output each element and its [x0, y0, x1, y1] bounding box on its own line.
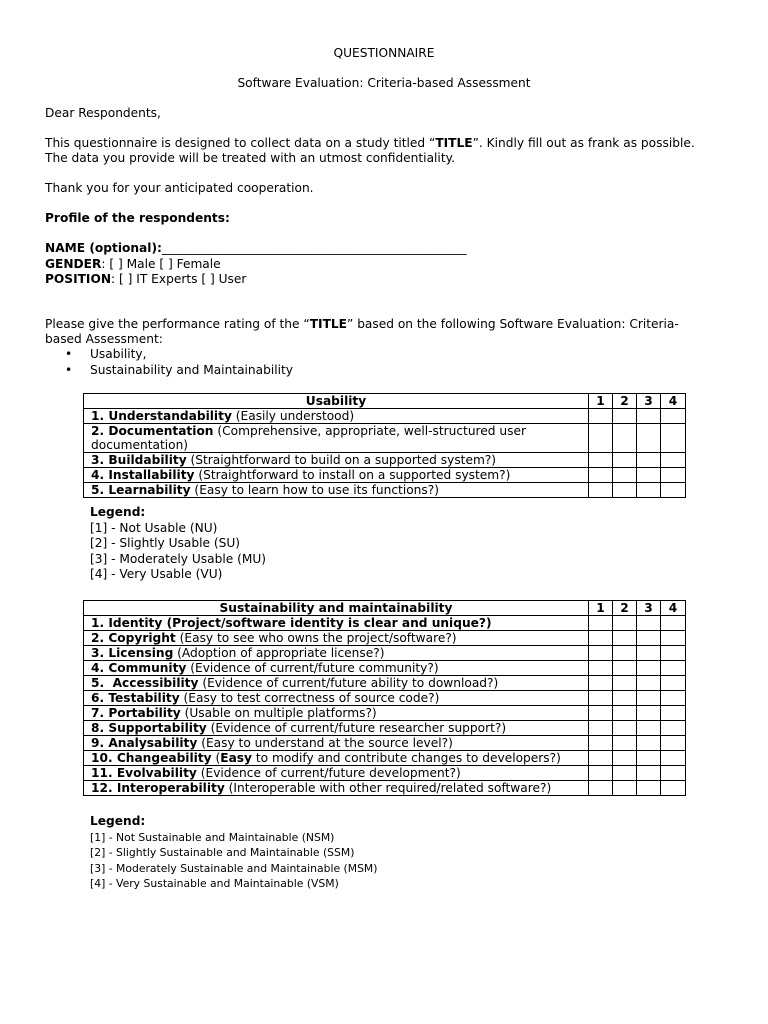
rating-cell[interactable] [589, 721, 613, 736]
rating-cell[interactable] [637, 751, 661, 766]
table-row [84, 781, 686, 796]
table-row [84, 424, 686, 453]
rating-cell[interactable] [613, 424, 637, 453]
criterion-cell: 5. Learnability (Easy to learn how to use its functions?) [84, 483, 589, 498]
rating-cell[interactable] [589, 676, 613, 691]
criterion-cell: 10. Changeability (Easy to modify and contribute changes to developers?) [84, 751, 589, 766]
rating-header-2: 2 [613, 394, 637, 409]
rating-cell[interactable] [637, 691, 661, 706]
position-field[interactable]: POSITION: [ ] IT Experts [ ] User [45, 272, 247, 286]
rating-cell[interactable] [589, 453, 613, 468]
rating-header-4: 4 [661, 394, 686, 409]
rating-cell[interactable] [613, 453, 637, 468]
document-subtitle: Software Evaluation: Criteria-based Assessment [237, 76, 531, 90]
legend-item: [4] - Very Usable (VU) [90, 567, 223, 581]
rating-cell[interactable] [661, 424, 686, 453]
sustainability-header: Sustainability and maintainability [84, 601, 589, 616]
rating-cell[interactable] [613, 616, 637, 631]
table-header-row [84, 601, 686, 616]
rating-cell[interactable] [613, 736, 637, 751]
greeting: Dear Respondents, [45, 106, 161, 120]
rating-cell[interactable] [661, 721, 686, 736]
rating-cell[interactable] [613, 751, 637, 766]
criteria-bullet-list [45, 347, 293, 378]
legend-title: Legend: [90, 505, 146, 519]
rating-cell[interactable] [637, 676, 661, 691]
gender-field[interactable]: GENDER: [ ] Male [ ] Female [45, 257, 221, 271]
table-row [84, 736, 686, 751]
rating-header-4: 4 [661, 601, 686, 616]
criterion-cell: 2. Copyright (Easy to see who owns the project/software?) [84, 631, 589, 646]
rating-cell[interactable] [661, 453, 686, 468]
rating-cell[interactable] [589, 483, 613, 498]
legend-item: [2] - Slightly Sustainable and Maintainable (SSM) [90, 846, 355, 859]
table-row [84, 661, 686, 676]
rating-cell[interactable] [661, 691, 686, 706]
table-row [84, 721, 686, 736]
rating-cell[interactable] [661, 781, 686, 796]
rating-cell[interactable] [613, 483, 637, 498]
table-row [84, 691, 686, 706]
criterion-cell: 12. Interoperability (Interoperable with other required/related software?) [84, 781, 589, 796]
rating-cell[interactable] [661, 631, 686, 646]
rating-cell[interactable] [637, 721, 661, 736]
rating-header-2: 2 [613, 601, 637, 616]
criterion-cell: 8. Supportability (Evidence of current/future researcher support?) [84, 721, 589, 736]
legend-item: [2] - Slightly Usable (SU) [90, 536, 241, 550]
intro-paragraph-line-1: This questionnaire is designed to collect data on a study titled “TITLE”. Kindly fill out as frank as possible. [45, 136, 695, 150]
rating-cell[interactable] [613, 691, 637, 706]
rating-cell[interactable] [613, 766, 637, 781]
rating-header-3: 3 [637, 394, 661, 409]
criterion-cell: 11. Evolvability (Evidence of current/future development?) [84, 766, 589, 781]
rating-cell[interactable] [613, 631, 637, 646]
rating-cell[interactable] [661, 483, 686, 498]
document-title: QUESTIONNAIRE [333, 46, 435, 60]
criterion-cell: 2. Documentation (Comprehensive, appropriate, well-structured user documentation) [84, 424, 589, 453]
rating-cell[interactable] [661, 468, 686, 483]
legend-item: [1] - Not Sustainable and Maintainable (NSM) [90, 830, 335, 844]
rating-cell[interactable] [661, 409, 686, 424]
table-row [84, 676, 686, 691]
rating-cell[interactable] [613, 706, 637, 721]
rating-cell[interactable] [613, 781, 637, 796]
rating-header-1: 1 [589, 601, 613, 616]
rating-cell[interactable] [637, 646, 661, 661]
criterion-cell: 5. Accessibility (Evidence of current/future ability to download?) [84, 676, 589, 691]
rating-cell[interactable] [637, 468, 661, 483]
rating-header-3: 3 [637, 601, 661, 616]
rating-cell[interactable] [613, 661, 637, 676]
rating-cell[interactable] [637, 661, 661, 676]
rating-cell[interactable] [661, 736, 686, 751]
rating-cell[interactable] [661, 661, 686, 676]
criterion-cell: 3. Licensing (Adoption of appropriate license?) [84, 646, 589, 661]
intro-paragraph-line-2: The data you provide will be treated with an utmost confidentiality. [45, 151, 455, 165]
legend-item: [3] - Moderately Usable (MU) [90, 551, 267, 566]
table-row [84, 751, 686, 766]
sustainability-table [83, 600, 686, 796]
table-row [84, 453, 686, 468]
rating-cell[interactable] [661, 706, 686, 721]
rating-cell[interactable] [589, 751, 613, 766]
list-item: • Sustainability and Maintainability [45, 363, 293, 379]
rating-cell[interactable] [613, 721, 637, 736]
rating-cell[interactable] [661, 616, 686, 631]
rating-cell[interactable] [637, 616, 661, 631]
criterion-cell: 1. Understandability (Easily understood) [84, 409, 589, 424]
rating-cell[interactable] [661, 751, 686, 766]
rating-cell[interactable] [589, 468, 613, 483]
rating-cell[interactable] [613, 468, 637, 483]
table-row [84, 766, 686, 781]
rating-cell[interactable] [661, 646, 686, 661]
usability-header: Usability [84, 394, 589, 409]
criterion-cell: 9. Analysability (Easy to understand at the source level?) [84, 736, 589, 751]
profile-heading: Profile of the respondents: [45, 211, 230, 225]
rating-cell[interactable] [637, 409, 661, 424]
rating-cell[interactable] [613, 676, 637, 691]
usability-legend [90, 505, 266, 583]
rating-cell[interactable] [637, 706, 661, 721]
rating-cell[interactable] [589, 706, 613, 721]
rating-cell[interactable] [589, 781, 613, 796]
criterion-cell: 4. Installability (Straightforward to install on a supported system?) [84, 468, 589, 483]
legend-item: [1] - Not Usable (NU) [90, 520, 218, 535]
table-row [84, 706, 686, 721]
criterion-cell: 7. Portability (Usable on multiple platforms?) [84, 706, 589, 721]
thanks-text: Thank you for your anticipated cooperation. [45, 181, 314, 195]
criterion-cell: 1. Identity (Project/software identity is clear and unique?) [84, 616, 589, 631]
rating-header-1: 1 [589, 394, 613, 409]
rating-cell[interactable] [661, 676, 686, 691]
rating-cell[interactable] [589, 424, 613, 453]
rating-cell[interactable] [589, 409, 613, 424]
rating-cell[interactable] [637, 736, 661, 751]
name-field[interactable]: NAME (optional):__________________________________________________ [45, 241, 467, 255]
table-header-row [84, 394, 686, 409]
rating-cell[interactable] [589, 616, 613, 631]
rating-cell[interactable] [637, 781, 661, 796]
legend-item: [3] - Moderately Sustainable and Maintainable (MSM) [90, 861, 378, 875]
criterion-cell: 3. Buildability (Straightforward to build on a supported system?) [84, 453, 589, 468]
legend-title: Legend: [90, 814, 146, 828]
table-row [84, 646, 686, 661]
criterion-cell: 4. Community (Evidence of current/future community?) [84, 661, 589, 676]
rating-cell[interactable] [637, 453, 661, 468]
rating-cell[interactable] [589, 661, 613, 676]
table-row [84, 409, 686, 424]
rating-cell[interactable] [589, 736, 613, 751]
rating-cell[interactable] [589, 631, 613, 646]
rating-cell[interactable] [661, 766, 686, 781]
rating-cell[interactable] [589, 691, 613, 706]
table-row [84, 616, 686, 631]
sustainability-legend [90, 814, 377, 892]
rating-cell[interactable] [637, 483, 661, 498]
table-row [84, 483, 686, 498]
rating-cell[interactable] [637, 631, 661, 646]
instructions-line-1: Please give the performance rating of the “TITLE” based on the following Software Evaluation: Criteria- [45, 317, 679, 331]
list-item: • Usability, [45, 347, 293, 363]
usability-table [83, 393, 686, 498]
rating-cell[interactable] [637, 766, 661, 781]
rating-cell[interactable] [613, 409, 637, 424]
instructions-line-2: based Assessment: [45, 332, 163, 346]
rating-cell[interactable] [613, 646, 637, 661]
rating-cell[interactable] [589, 766, 613, 781]
rating-cell[interactable] [589, 646, 613, 661]
legend-item: [4] - Very Sustainable and Maintainable (VSM) [90, 877, 339, 890]
table-row [84, 468, 686, 483]
rating-cell[interactable] [637, 424, 661, 453]
table-row [84, 631, 686, 646]
criterion-cell: 6. Testability (Easy to test correctness of source code?) [84, 691, 589, 706]
